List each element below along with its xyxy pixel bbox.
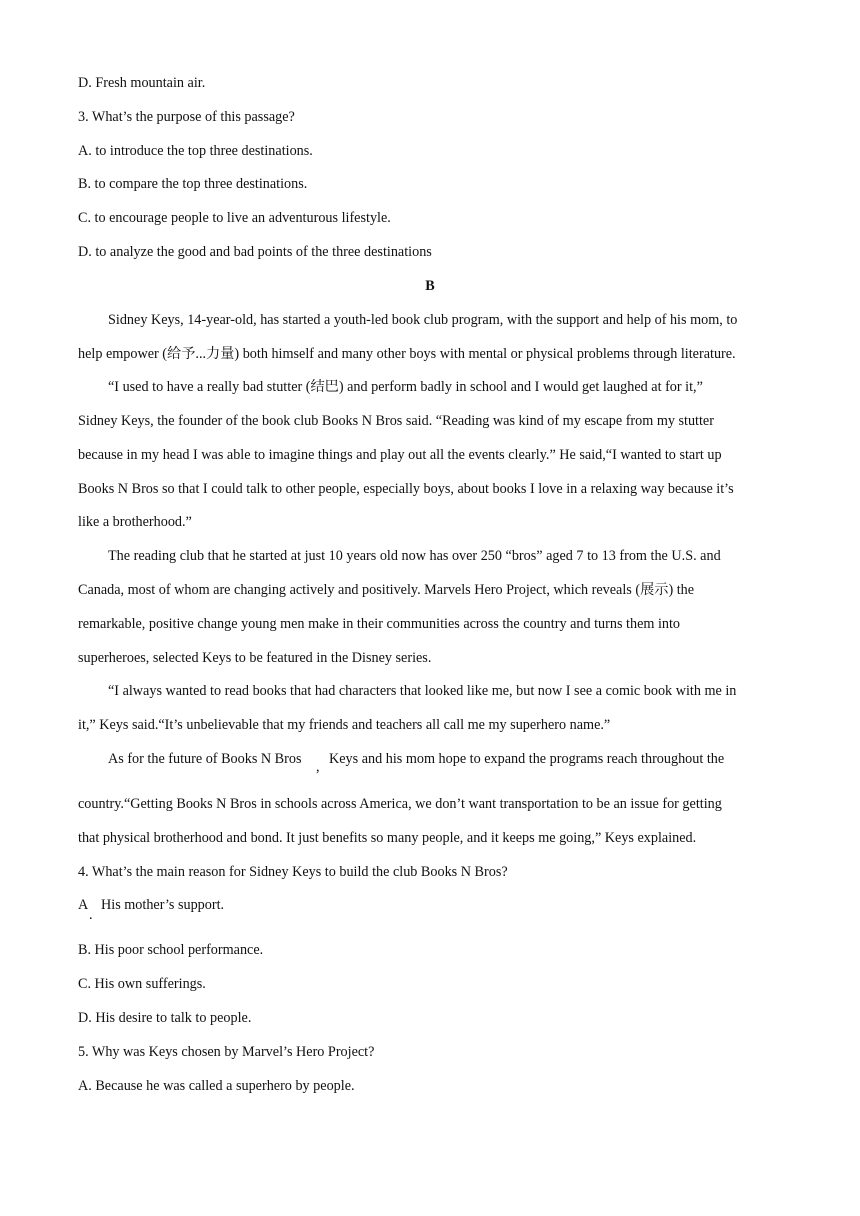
paragraph-4-line-2: it,” Keys said.“It’s unbelievable that my friends and teachers all call me my superhero name.” [78,717,611,733]
q4-option-a-letter: A [78,897,89,913]
q2-option-d: D. Fresh mountain air. [78,75,206,91]
q4-option-b: B. His poor school performance. [78,942,264,958]
paragraph-5-line-1-end: Keys and his mom hope to expand the programs reach throughout the [329,751,725,767]
paragraph-2-line-3: because in my head I was able to imagine things and play out all the events clearly.” He said,“I wanted to start up [78,447,722,463]
paragraph-1-line-2: help empower (给予...力量) both himself and many other boys with mental or physical problems through literature. [78,346,736,362]
paragraph-2-line-4: Books N Bros so that I could talk to other people, especially boys, about books I love in a relaxing way because it’s [78,481,734,497]
paragraph-2-line-5: like a brotherhood.” [78,514,192,530]
q3-option-b: B. to compare the top three destinations. [78,176,308,192]
paragraph-2-line-2: Sidney Keys, the founder of the book club Books N Bros said. “Reading was kind of my escape from my stutter [78,413,714,429]
q4-option-c: C. His own sufferings. [78,976,206,992]
q3-question: 3. What’s the purpose of this passage? [78,109,295,125]
paragraph-5-line-1-start: As for the future of Books N Bros [108,751,302,767]
q5-option-a: A. Because he was called a superhero by people. [78,1078,355,1094]
paragraph-1-line-1: Sidney Keys, 14-year-old, has started a youth-led book club program, with the support and help of his mom, to [108,312,738,328]
paragraph-5-line-3: that physical brotherhood and bond. It just benefits so many people, and it keeps me going,” Keys explained. [78,830,697,846]
section-b-heading: B [425,278,435,294]
paragraph-5-comma: , [316,759,320,775]
q3-option-c: C. to encourage people to live an adventurous lifestyle. [78,210,391,226]
q3-option-a: A. to introduce the top three destinations. [78,143,313,159]
paragraph-5-line-2: country.“Getting Books N Bros in schools across America, we don’t want transportation to be an issue for getting [78,796,722,812]
paragraph-3-line-2: Canada, most of whom are changing actively and positively. Marvels Hero Project, which reveals (展示) the [78,582,695,598]
q5-question: 5. Why was Keys chosen by Marvel’s Hero Project? [78,1044,375,1060]
q4-option-a-text: His mother’s support. [101,897,225,913]
paragraph-3-line-3: remarkable, positive change young men make in their communities across the country and turns them into [78,616,681,632]
paragraph-3-line-4: superheroes, selected Keys to be featured in the Disney series. [78,650,432,666]
paragraph-3-line-1: The reading club that he started at just 10 years old now has over 250 “bros” aged 7 to 13 from the U.S. and [108,548,721,564]
q3-option-d: D. to analyze the good and bad points of the three destinations [78,244,432,260]
q4-option-a-dot: . [89,907,93,923]
paragraph-4-line-1: “I always wanted to read books that had characters that looked like me, but now I see a comic book with me in [108,683,737,699]
q4-option-d: D. His desire to talk to people. [78,1010,252,1026]
q4-question: 4. What’s the main reason for Sidney Keys to build the club Books N Bros? [78,864,508,880]
paragraph-2-line-1: “I used to have a really bad stutter (结巴) and perform badly in school and I would get laughed at for it,” [108,379,703,395]
